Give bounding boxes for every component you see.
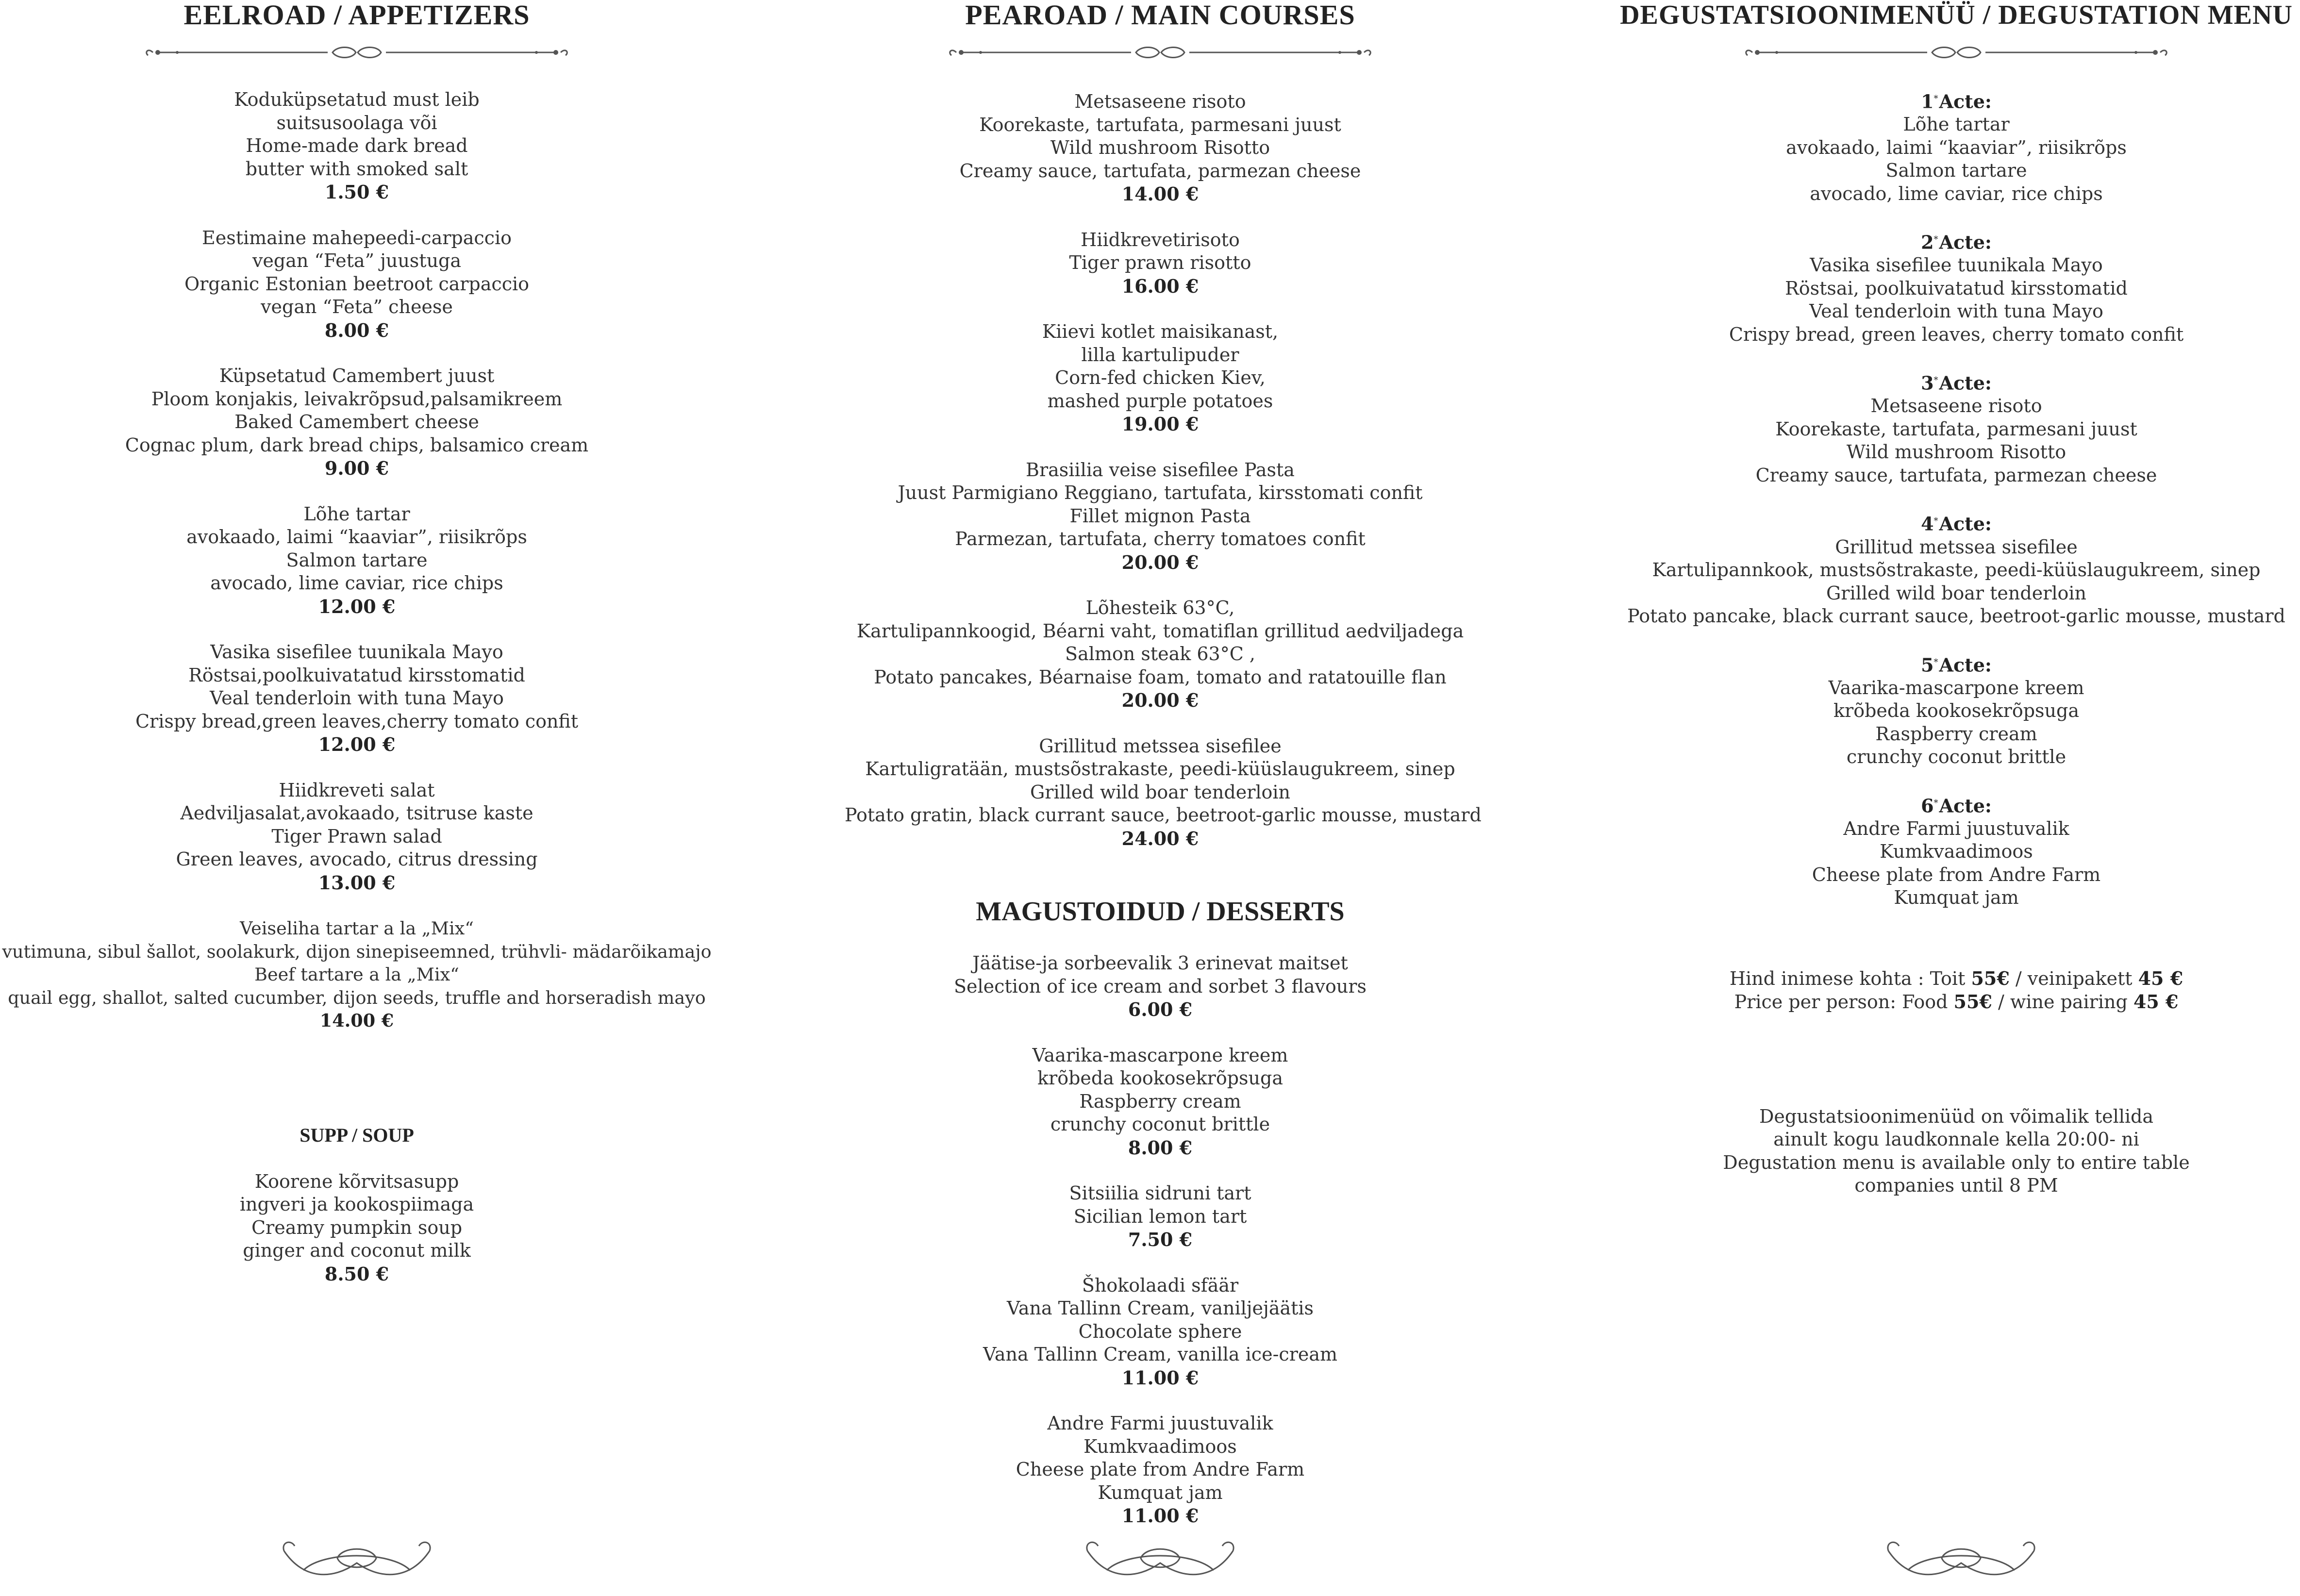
soup-heading: SUPP / SOUP [300,1124,414,1146]
menu-item: Grillitud metssea sisefilee Kartuligratään, mustsõstrakaste, peedi-küüslaugukreem, sinep Grilled wild boar tenderloin Potato gratin, black currant sauce, beetroot-garlic mousse, mustard 24.00 € [845,735,1482,849]
acte-title: 4*Acte: [1921,513,1992,535]
item-price: 8.00 € [324,319,389,341]
acte-title: 1*Acte: [1921,90,1992,113]
price-line: Price per person: Food 55€ / wine pairing 45 € [1734,991,2179,1013]
divider-ornament-icon [1743,43,2170,62]
menu-item: Brasiilia veise sisefilee Pasta Juust Parmigiano Reggiano, tartufata, kirsstomati confit Fillet mignon Pasta Parmezan, tartufata, cherry tomatoes confit 20.00 € [845,459,1476,574]
menu-item: Lõhesteik 63°C, Kartulipannkoogid, Béarni vaht, tomatiflan grillitud aedviljadega Salmon steak 63°C , Potato pancakes, Béarnaise foam, tomato and ratatouille flan 20.00 € [845,597,1476,712]
menu-item: Koduküpsetatud must leib suitsusoolaga või Home-made dark bread butter with smoked salt 1.50 € [0,88,714,204]
item-price: 12.00 € [318,733,396,755]
item-price: 8.50 € [324,1263,389,1285]
menu-item: Sitsiilia sidruni tart Sicilian lemon tart 7.50 € [845,1182,1476,1251]
menu-item: Andre Farmi juustuvalik Kumkvaadimoos Cheese plate from Andre Farm Kumquat jam 11.00 € [845,1412,1476,1528]
item-price: 14.00 € [319,1010,394,1031]
flourish-ornament-icon [1879,1536,2044,1585]
acte-item: 6*Acte: Andre Farmi juustuvalik Kumkvaadimoos Cheese plate from Andre Farm Kumquat jam [1617,792,2296,910]
item-price: 12.00 € [318,595,396,617]
main-courses-column [845,0,1482,1528]
item-price: 16.00 € [1121,275,1199,297]
acte-item: 5*Acte: Vaarika-mascarpone kreem krõbeda kookosekrõpsuga Raspberry cream crunchy coconut brittle [1617,651,2296,769]
menu-item: Veiseliha tartar a la „Mix“ vutimuna, sibul šallot, soolakurk, dijon sinepiseemned, trühvli- mädarõikamajo Beef tartare a la „Mix“ quail egg, shallot, salted cucumber, dijon seeds, truffle and horseradish mayo 14.00 € [0,917,714,1032]
item-price: 11.00 € [1121,1505,1199,1527]
appetizers-column [0,0,714,1285]
item-price: 8.00 € [1128,1136,1193,1159]
acte-title: 3*Acte: [1921,372,1992,394]
flourish-ornament-icon [274,1536,439,1585]
menu-item: Vasika sisefilee tuunikala Mayo Röstsai,poolkuivatatud kirsstomatid Veal tenderloin with tuna Mayo Crispy bread,green leaves,cherry tomato confit 12.00 € [0,641,714,756]
menu-item: Eestimaine mahepeedi-carpaccio vegan “Feta” juustuga Organic Estonian beetroot carpaccio vegan “Feta” cheese 8.00 € [0,227,714,342]
main-courses-list [845,90,1482,850]
menu-item: Hiidkrevetirisoto Tiger prawn risotto 16.00 € [845,229,1476,298]
item-price: 1.50 € [324,181,389,203]
appetizers-list [0,88,714,1032]
acte-title: 6*Acte: [1921,795,1992,817]
item-price: 20.00 € [1121,551,1199,573]
degustation-column [1617,0,2296,1197]
menu-item: Vaarika-mascarpone kreem krõbeda kookosekrõpsuga Raspberry cream crunchy coconut brittle 8.00 € [845,1044,1476,1160]
menu-item: Lõhe tartar avokaado, laimi “kaaviar”, riisikrõps Salmon tartare avocado, lime caviar, rice chips 12.00 € [0,503,714,618]
desserts-list [845,952,1476,1528]
item-price: 6.00 € [1128,998,1193,1020]
acte-item: 3*Acte: Metsaseene risoto Koorekaste, tartufata, parmesani juust Wild mushroom Risotto Creamy sauce, tartufata, parmezan cheese [1617,369,2296,487]
degustation-heading: DEGUSTATSIOONIMENÜÜ / DEGUSTATION MENU [1620,0,2293,30]
menu-item: Jäätise-ja sorbeevalik 3 erinevat maitset Selection of ice cream and sorbet 3 flavours 6.00 € [845,952,1476,1021]
menu-item: Kiievi kotlet maisikanast, lilla kartulipuder Corn-fed chicken Kiev, mashed purple potatoes 19.00 € [845,320,1476,436]
acte-item: 1*Acte: Lõhe tartar avokaado, laimi “kaaviar”, riisikrõps Salmon tartare avocado, lime caviar, rice chips [1617,87,2296,205]
degustation-actes [1617,87,2296,910]
price-line: Hind inimese kohta : Toit 55€ / veinipakett 45 € [1729,967,2183,989]
item-price: 9.00 € [324,457,389,479]
soup-section [0,1124,714,1286]
degustation-note: Degustatsioonimenüüd on võimalik tellida ainult kogu laudkonnale kella 20:00- ni Degustation menu is available only to entire table companies until 8 PM [1723,1105,2190,1197]
menu-item: Koorene kõrvitsasupp ingveri ja kookospiimaga Creamy pumpkin soup ginger and coconut milk 8.50 € [0,1170,714,1286]
item-price: 14.00 € [1121,183,1199,205]
menu-item: Hiidkreveti salat Aedviljasalat,avokaado, tsitruse kaste Tiger Prawn salad Green leaves, avocado, citrus dressing 13.00 € [0,779,714,895]
degustation-price [1617,967,2296,1014]
acte-title: 5*Acte: [1921,654,1992,676]
item-price: 7.50 € [1128,1229,1193,1250]
divider-ornament-icon [947,43,1374,62]
acte-item: 2*Acte: Vasika sisefilee tuunikala Mayo Röstsai, poolkuivatatud kirsstomatid Veal tenderloin with tuna Mayo Crispy bread, green leaves, cherry tomato confit [1617,228,2296,346]
acte-title: 2*Acte: [1921,231,1992,253]
main-courses-heading: PEAROAD / MAIN COURSES [965,0,1355,31]
divider-ornament-icon [143,43,570,62]
item-price: 20.00 € [1121,689,1199,711]
item-price: 19.00 € [1121,413,1199,435]
menu-item: Metsaseene risoto Koorekaste, tartufata, parmesani juust Wild mushroom Risotto Creamy sauce, tartufata, parmezan cheese 14.00 € [845,90,1476,206]
menu-item: Šhokolaadi sfäär Vana Tallinn Cream, vaniljejäätis Chocolate sphere Vana Tallinn Cream, vanilla ice-cream 11.00 € [845,1274,1476,1390]
flourish-ornament-icon [1078,1536,1243,1585]
desserts-section [845,897,1476,1528]
item-price: 11.00 € [1121,1366,1199,1389]
item-price: 24.00 € [1121,827,1199,849]
item-price: 13.00 € [318,871,396,894]
menu-item: Küpsetatud Camembert juust Ploom konjakis, leivakrõpsud,palsamikreem Baked Camembert cheese Cognac plum, dark bread chips, balsamico cream 9.00 € [0,365,714,480]
acte-item: 4*Acte: Grillitud metssea sisefilee Kartulipannkook, mustsõstrakaste, peedi-küüslaugukreem, sinep Grilled wild boar tenderloin Potato pancake, black currant sauce, beetroot-garlic mousse, mustard [1617,510,2296,628]
desserts-heading: MAGUSTOIDUD / DESSERTS [976,897,1345,927]
appetizers-heading: EELROAD / APPETIZERS [183,0,530,31]
